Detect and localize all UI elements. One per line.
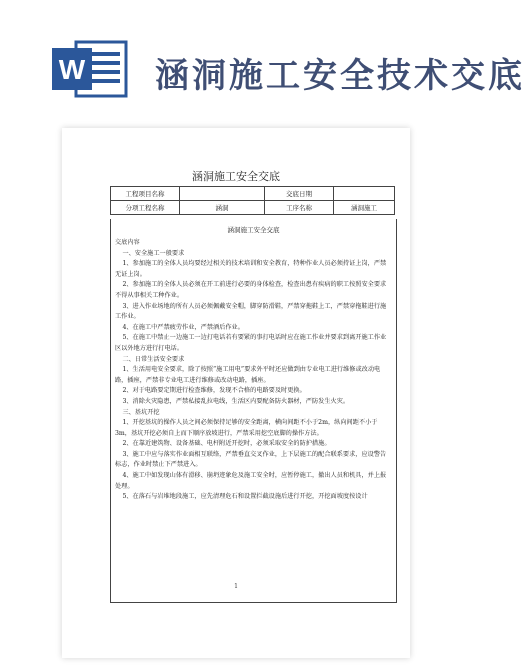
project-name-label: 工程项目名称 bbox=[111, 187, 180, 201]
project-name-value bbox=[180, 187, 265, 201]
document-title: 涵洞施工安全交底 bbox=[192, 170, 280, 183]
paragraph: 1、开挖基坑的操作人员之间必须保持足够的安全距离，横向间距不小于2m，纵向间距不小于3m，基坑开挖必须自上而下顺序放坡进行，严禁采用挖空底脚的操作方法。 bbox=[115, 419, 378, 437]
content-body bbox=[111, 234, 396, 503]
page-number: 1 bbox=[234, 583, 238, 590]
paragraph: 二、日常生活安全要求 bbox=[122, 355, 185, 363]
paragraph: 三、基坑开挖 bbox=[122, 408, 160, 416]
content-box bbox=[110, 219, 397, 603]
subproject-label: 分项工程名称 bbox=[111, 201, 180, 215]
paragraph: 交底内容 bbox=[115, 239, 140, 246]
paragraph: 3、施工中应与落实作业面相互联络，严禁垂直交叉作业，上下层施工的配合联系要求，应设警告标志，作业时禁止下严禁进入。 bbox=[115, 450, 387, 469]
document-page bbox=[62, 128, 410, 658]
paragraph: 一、安全施工一般要求 bbox=[122, 249, 185, 257]
word-logo-letter: W bbox=[58, 54, 86, 85]
date-label: 交底日期 bbox=[265, 187, 334, 201]
paragraph: 4、施工中如发现山体有滑移、崩坍迹象危及施工安全时，应暂停施工，撤出人员和机具，并上报处理。 bbox=[115, 472, 387, 490]
paragraph: 1、生活用电安全要求，除了按照“施工用电”要求外平时还应做到由专业电工进行维修或改动电路，插座，严禁非专业电工进行维修或改动电路，插座。 bbox=[115, 366, 381, 384]
table-row bbox=[111, 201, 395, 215]
paragraph: 2、对于电路要定期进行检查维修，发现不合格的电路要及时更换。 bbox=[122, 387, 306, 395]
paragraph: 3、进入作业场地的所有人员必须佩戴安全帽，脚穿防滑鞋，严禁穿拖鞋上工，严禁穿拖鞋进行施工作业。 bbox=[115, 302, 387, 321]
subproject-value: 涵洞 bbox=[180, 201, 265, 215]
banner-title: 涵洞施工安全技术交底 bbox=[155, 56, 525, 96]
paragraph: 4、在施工中严禁疲劳作业，严禁酒后作业。 bbox=[122, 323, 244, 331]
paragraph: 2、参加施工的全体人员必须在开工前进行必要的身体检查，检查出患有疾病的职工按照安全要求不得从事相关工种作业。 bbox=[115, 281, 387, 299]
content-subtitle: 涵洞施工安全交底 bbox=[227, 226, 280, 234]
paragraph: 5、在施工中禁止一边施工一边打电话若有要紧的事打电话时应在施工作业并要求到离开施工作业区以外地方进行打电话。 bbox=[115, 334, 387, 352]
paragraph: 2、在靠近建筑物、设备基础、电杆附近开挖时，必须采取安全的防护措施。 bbox=[122, 440, 331, 448]
table-row bbox=[111, 187, 395, 201]
word-logo-icon bbox=[50, 38, 130, 100]
paragraph: 5、在落石与岩堆地段施工，应先清理危石和设置拦截设施后进行开挖，开挖面坡度按设计 bbox=[122, 493, 368, 501]
date-value bbox=[334, 187, 395, 201]
process-label: 工序名称 bbox=[265, 201, 334, 215]
paragraph: 3、消除火灾隐患，严禁私接乱拉电线，生活区内要配备防火器材，严防发生火灾。 bbox=[122, 397, 350, 405]
paragraph: 1、参加施工的全体人员均要经过相关的技术培训和安全教育，特种作业人员必须持证上岗，严禁无证上岗。 bbox=[115, 260, 387, 278]
info-table bbox=[110, 186, 395, 215]
process-value: 涵洞施工 bbox=[334, 201, 395, 215]
banner bbox=[0, 0, 525, 120]
